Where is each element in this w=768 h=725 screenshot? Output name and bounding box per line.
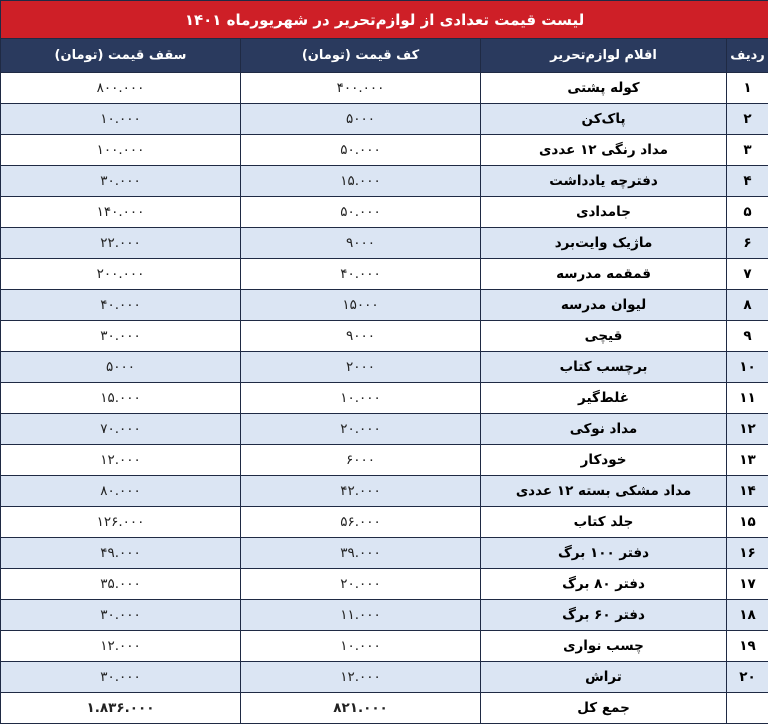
table-row xyxy=(1,476,768,507)
row-index: ۹ xyxy=(727,321,768,352)
table-row xyxy=(1,445,768,476)
total-min-price: ۸۲۱.۰۰۰ xyxy=(241,693,481,724)
table-title: لیست قیمت تعدادی از لوازم‌تحریر در شهریورماه ۱۴۰۱ xyxy=(1,1,768,39)
header-min-price: کف قیمت (تومان) xyxy=(241,39,481,73)
total-row xyxy=(1,693,768,724)
row-min-price: ۶۰۰۰ xyxy=(241,445,481,476)
table-row xyxy=(1,352,768,383)
table-row xyxy=(1,383,768,414)
row-index: ۲۰ xyxy=(727,662,768,693)
row-min-price: ۱۱.۰۰۰ xyxy=(241,600,481,631)
row-min-price: ۲۰.۰۰۰ xyxy=(241,414,481,445)
row-min-price: ۵۰۰۰ xyxy=(241,104,481,135)
row-index: ۱۶ xyxy=(727,538,768,569)
row-index: ۱۳ xyxy=(727,445,768,476)
row-item: جلد کتاب xyxy=(481,507,727,538)
table-row xyxy=(1,321,768,352)
table-row xyxy=(1,507,768,538)
row-max-price: ۲۰۰.۰۰۰ xyxy=(1,259,241,290)
row-index: ۱ xyxy=(727,73,768,104)
table-row xyxy=(1,197,768,228)
header-row xyxy=(1,39,768,73)
table-row xyxy=(1,662,768,693)
row-index: ۵ xyxy=(727,197,768,228)
table-row xyxy=(1,600,768,631)
row-item: ماژیک وایت‌برد xyxy=(481,228,727,259)
row-max-price: ۱۵.۰۰۰ xyxy=(1,383,241,414)
row-max-price: ۷۰.۰۰۰ xyxy=(1,414,241,445)
row-min-price: ۴۲.۰۰۰ xyxy=(241,476,481,507)
row-max-price: ۱۲.۰۰۰ xyxy=(1,445,241,476)
title-row xyxy=(1,1,768,39)
row-min-price: ۵۰.۰۰۰ xyxy=(241,135,481,166)
row-item: دفتر ۸۰ برگ xyxy=(481,569,727,600)
row-item: قیچی xyxy=(481,321,727,352)
row-item: مداد مشکی بسته ۱۲ عددی xyxy=(481,476,727,507)
row-max-price: ۲۲.۰۰۰ xyxy=(1,228,241,259)
row-max-price: ۱۲.۰۰۰ xyxy=(1,631,241,662)
row-index: ۳ xyxy=(727,135,768,166)
table-row xyxy=(1,290,768,321)
header-index: ردیف xyxy=(727,39,768,73)
row-max-price: ۳۰.۰۰۰ xyxy=(1,166,241,197)
table-row xyxy=(1,166,768,197)
row-min-price: ۱۲.۰۰۰ xyxy=(241,662,481,693)
row-min-price: ۱۰.۰۰۰ xyxy=(241,383,481,414)
row-index: ۱۵ xyxy=(727,507,768,538)
row-index: ۲ xyxy=(727,104,768,135)
total-index-blank xyxy=(727,693,768,724)
table-row xyxy=(1,538,768,569)
table-row xyxy=(1,135,768,166)
row-item: دفترچه یادداشت xyxy=(481,166,727,197)
row-item: قمقمه مدرسه xyxy=(481,259,727,290)
row-min-price: ۵۰.۰۰۰ xyxy=(241,197,481,228)
row-item: جامدادی xyxy=(481,197,727,228)
row-index: ۱۲ xyxy=(727,414,768,445)
total-label: جمع کل xyxy=(481,693,727,724)
row-max-price: ۱۴۰.۰۰۰ xyxy=(1,197,241,228)
header-item: اقلام لوازم‌تحریر xyxy=(481,39,727,73)
row-max-price: ۵۰۰۰ xyxy=(1,352,241,383)
total-max-price: ۱.۸۳۶.۰۰۰ xyxy=(1,693,241,724)
row-max-price: ۱۲۶.۰۰۰ xyxy=(1,507,241,538)
row-item: چسب نواری xyxy=(481,631,727,662)
row-max-price: ۳۵.۰۰۰ xyxy=(1,569,241,600)
row-max-price: ۸۰۰.۰۰۰ xyxy=(1,73,241,104)
table-row xyxy=(1,228,768,259)
row-min-price: ۴۰.۰۰۰ xyxy=(241,259,481,290)
row-max-price: ۱۰.۰۰۰ xyxy=(1,104,241,135)
row-max-price: ۴۰.۰۰۰ xyxy=(1,290,241,321)
row-index: ۱۸ xyxy=(727,600,768,631)
table-row xyxy=(1,73,768,104)
row-index: ۱۱ xyxy=(727,383,768,414)
row-index: ۴ xyxy=(727,166,768,197)
table-row xyxy=(1,259,768,290)
row-min-price: ۵۶.۰۰۰ xyxy=(241,507,481,538)
row-item: دفتر ۱۰۰ برگ xyxy=(481,538,727,569)
row-item: خودکار xyxy=(481,445,727,476)
row-min-price: ۲۰.۰۰۰ xyxy=(241,569,481,600)
row-item: دفتر ۶۰ برگ xyxy=(481,600,727,631)
row-index: ۶ xyxy=(727,228,768,259)
header-max-price: سقف قیمت (تومان) xyxy=(1,39,241,73)
row-index: ۱۷ xyxy=(727,569,768,600)
row-max-price: ۸۰.۰۰۰ xyxy=(1,476,241,507)
row-min-price: ۱۵.۰۰۰ xyxy=(241,166,481,197)
row-min-price: ۱۰.۰۰۰ xyxy=(241,631,481,662)
row-item: تراش xyxy=(481,662,727,693)
row-item: لیوان مدرسه xyxy=(481,290,727,321)
row-item: غلط‌گیر xyxy=(481,383,727,414)
row-min-price: ۲۰۰۰ xyxy=(241,352,481,383)
row-index: ۱۴ xyxy=(727,476,768,507)
row-index: ۱۹ xyxy=(727,631,768,662)
row-max-price: ۱۰۰.۰۰۰ xyxy=(1,135,241,166)
row-min-price: ۹۰۰۰ xyxy=(241,321,481,352)
table-row xyxy=(1,569,768,600)
table-row xyxy=(1,104,768,135)
table-row xyxy=(1,631,768,662)
row-item: برچسب کتاب xyxy=(481,352,727,383)
row-index: ۷ xyxy=(727,259,768,290)
row-item: پاک‌کن xyxy=(481,104,727,135)
row-min-price: ۳۹.۰۰۰ xyxy=(241,538,481,569)
row-min-price: ۴۰۰.۰۰۰ xyxy=(241,73,481,104)
row-max-price: ۳۰.۰۰۰ xyxy=(1,662,241,693)
row-item: کوله پشتی xyxy=(481,73,727,104)
row-max-price: ۳۰.۰۰۰ xyxy=(1,321,241,352)
row-item: مداد نوکی xyxy=(481,414,727,445)
table-row xyxy=(1,414,768,445)
row-item: مداد رنگی ۱۲ عددی xyxy=(481,135,727,166)
row-index: ۸ xyxy=(727,290,768,321)
row-index: ۱۰ xyxy=(727,352,768,383)
row-max-price: ۳۰.۰۰۰ xyxy=(1,600,241,631)
row-min-price: ۱۵۰۰۰ xyxy=(241,290,481,321)
row-max-price: ۴۹.۰۰۰ xyxy=(1,538,241,569)
row-min-price: ۹۰۰۰ xyxy=(241,228,481,259)
